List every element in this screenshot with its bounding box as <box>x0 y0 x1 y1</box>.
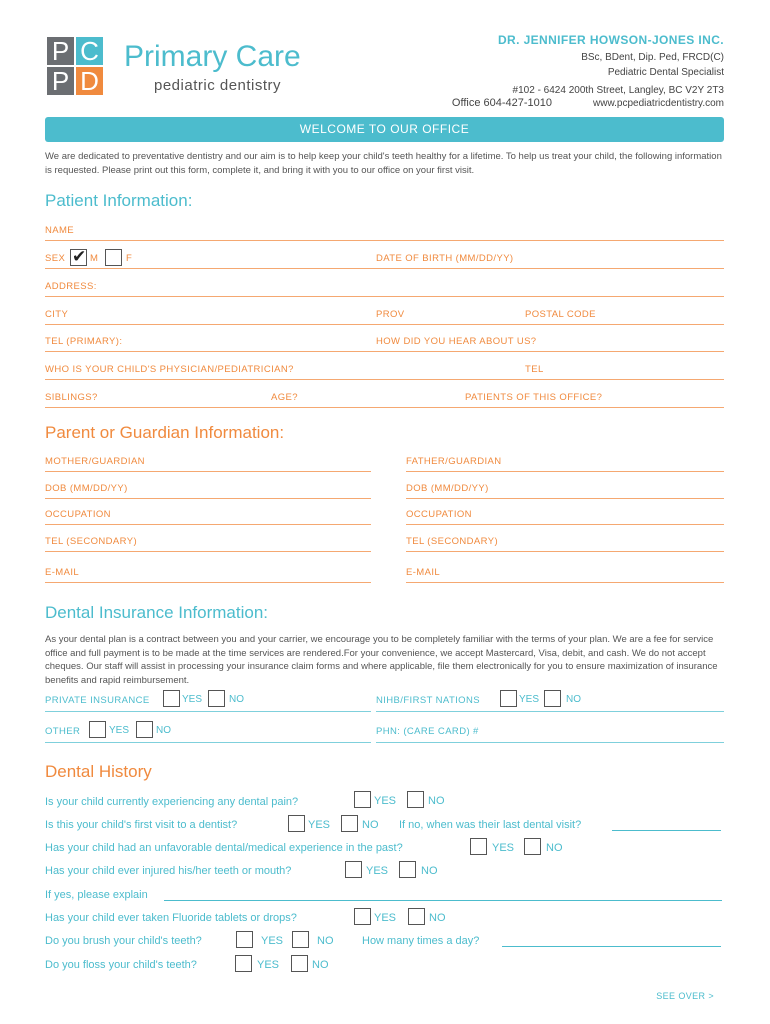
private-insurance-line <box>45 711 371 712</box>
father-email-field[interactable] <box>406 582 724 583</box>
sex-f-checkbox[interactable] <box>105 249 122 266</box>
other-yes-label: YES <box>109 725 130 736</box>
q1-no-label: NO <box>428 795 445 807</box>
q3-yes-label: YES <box>492 842 515 854</box>
mother-occupation-label: OCCUPATION <box>45 509 111 520</box>
q4-yes-checkbox[interactable] <box>345 861 362 878</box>
private-no-label: NO <box>229 694 244 705</box>
q8-no-label: NO <box>312 959 329 971</box>
patients-office-label: PATIENTS OF THIS OFFICE? <box>465 392 603 403</box>
office-address: #102 - 6424 200th Street, Langley, BC V2Y 2T3 <box>512 85 724 96</box>
insurance-section-title: Dental Insurance Information: <box>45 603 269 622</box>
address-field[interactable] <box>45 296 724 297</box>
tel-field[interactable] <box>45 351 724 352</box>
q1-yes-checkbox[interactable] <box>354 791 371 808</box>
father-tel-field[interactable] <box>406 551 724 552</box>
physician-tel-label: TEL <box>525 364 544 375</box>
private-yes-checkbox[interactable] <box>163 690 180 707</box>
mother-label: MOTHER/GUARDIAN <box>45 456 145 467</box>
doctor-name: DR. JENNIFER HOWSON-JONES INC. <box>497 33 724 47</box>
nihb-line <box>376 711 724 712</box>
father-email-label: E-MAIL <box>406 567 441 578</box>
physician-field[interactable] <box>45 379 724 380</box>
logo-letter: D <box>76 67 103 95</box>
address-label: ADDRESS: <box>45 281 97 292</box>
intro-text: We are dedicated to preventative dentistry and our aim is to help keep your child's teeth healthy for a lifetime. To help us treat your child, the following information is requested. Please print out this form, complete it, and bring it with you to our office on your first visit. <box>45 151 722 176</box>
sex-dob-field[interactable] <box>45 268 724 269</box>
logo <box>47 37 105 97</box>
sex-f-label: F <box>126 253 133 264</box>
name-field[interactable] <box>45 240 724 241</box>
name-label: NAME <box>45 225 75 236</box>
siblings-field[interactable] <box>45 407 724 408</box>
q4-no-label: NO <box>421 865 438 877</box>
q8-yes-label: YES <box>257 959 280 971</box>
insurance-text: As your dental plan is a contract between you and your carrier, we encourage you to be completely familiar with the terms of your plan. We are a fee for service office and full payment is to be made at the time services are rendered.For your convenience, we accept Mastercard, Visa, debit, and cash. We do not accept cheques. Our staff will assist in processing your insurance claim forms and where applicable, file them electronically for you to ensure maximization of insurance benefits and rapid reimbursement. <box>45 634 718 686</box>
other-no-checkbox[interactable] <box>136 721 153 738</box>
sex-m-label: M <box>90 253 99 264</box>
checkmark-icon: ✔ <box>72 247 87 266</box>
private-no-checkbox[interactable] <box>208 690 225 707</box>
nihb-yes-checkbox[interactable] <box>500 690 517 707</box>
q-floss-teeth: Do you floss your child's teeth? <box>45 959 197 971</box>
father-label: FATHER/GUARDIAN <box>406 456 502 467</box>
q1-yes-label: YES <box>374 795 397 807</box>
father-occupation-field[interactable] <box>406 524 724 525</box>
brand-subtitle: pediatric dentistry <box>154 77 282 94</box>
q-brush-teeth: Do you brush your child's teeth? <box>45 935 202 947</box>
welcome-banner: WELCOME TO OUR OFFICE <box>45 117 724 142</box>
q6-yes-checkbox[interactable] <box>354 908 371 925</box>
city-field[interactable] <box>45 324 724 325</box>
nihb-label: NIHB/FIRST NATIONS <box>376 695 480 706</box>
q2-no-label: NO <box>362 819 379 831</box>
prov-label: PROV <box>376 309 405 320</box>
logo-letter: C <box>76 37 103 65</box>
q2-yes-checkbox[interactable] <box>288 815 305 832</box>
doctor-credentials: BSc, BDent, Dip. Ped, FRCD(C) <box>581 52 724 63</box>
other-label: OTHER <box>45 726 81 737</box>
q1-no-checkbox[interactable] <box>407 791 424 808</box>
q-unfavorable-experience: Has your child had an unfavorable dental/medical experience in the past? <box>45 842 403 854</box>
mother-occupation-field[interactable] <box>45 524 371 525</box>
last-visit-field[interactable] <box>612 830 721 831</box>
postal-label: POSTAL CODE <box>525 309 596 320</box>
tel-primary-label: TEL (PRIMARY): <box>45 336 123 347</box>
guardian-section-title: Parent or Guardian Information: <box>45 423 285 442</box>
other-line <box>45 742 371 743</box>
explain-field[interactable] <box>164 900 722 901</box>
doctor-specialty: Pediatric Dental Specialist <box>607 67 724 78</box>
q4-yes-label: YES <box>366 865 389 877</box>
q8-no-checkbox[interactable] <box>291 955 308 972</box>
q-last-visit: If no, when was their last dental visit? <box>399 819 582 831</box>
patient-section-title: Patient Information: <box>45 191 193 210</box>
father-occupation-label: OCCUPATION <box>406 509 472 520</box>
mother-dob-field[interactable] <box>45 498 371 499</box>
phn-label: PHN: (CARE CARD) # <box>376 726 479 737</box>
phn-field[interactable] <box>376 742 724 743</box>
father-tel-label: TEL (SECONDARY) <box>406 536 499 547</box>
q-first-visit: Is this your child's first visit to a dentist? <box>45 819 238 831</box>
siblings-label: SIBLINGS? <box>45 392 98 403</box>
logo-letter: P <box>47 67 74 95</box>
q6-no-label: NO <box>429 912 446 924</box>
see-over-link[interactable]: SEE OVER > <box>656 991 714 1001</box>
mother-tel-label: TEL (SECONDARY) <box>45 536 138 547</box>
nihb-yes-label: YES <box>519 694 540 705</box>
dob-label: DATE OF BIRTH (MM/DD/YY) <box>376 253 514 264</box>
nihb-no-label: NO <box>566 694 581 705</box>
q-injured-teeth: Has your child ever injured his/her teeth or mouth? <box>45 865 292 877</box>
q7-no-checkbox[interactable] <box>292 931 309 948</box>
private-insurance-label: PRIVATE INSURANCE <box>45 695 150 706</box>
age-label: AGE? <box>271 392 298 403</box>
q7-yes-label: YES <box>261 935 284 947</box>
mother-tel-field[interactable] <box>45 551 371 552</box>
mother-dob-label: DOB (MM/DD/YY) <box>45 483 128 494</box>
mother-email-label: E-MAIL <box>45 567 80 578</box>
father-dob-label: DOB (MM/DD/YY) <box>406 483 489 494</box>
history-section-title: Dental History <box>45 762 152 781</box>
nihb-no-checkbox[interactable] <box>544 690 561 707</box>
private-yes-label: YES <box>182 694 203 705</box>
father-field[interactable] <box>406 471 724 472</box>
q3-no-checkbox[interactable] <box>524 838 541 855</box>
q7-yes-checkbox[interactable] <box>236 931 253 948</box>
q2-no-checkbox[interactable] <box>341 815 358 832</box>
q3-no-label: NO <box>546 842 563 854</box>
q6-yes-label: YES <box>374 912 397 924</box>
q-fluoride: Has your child ever taken Fluoride tablets or drops? <box>45 912 297 924</box>
q8-yes-checkbox[interactable] <box>235 955 252 972</box>
physician-label: WHO IS YOUR CHILD'S PHYSICIAN/PEDIATRICIAN? <box>45 364 294 375</box>
brand-title: Primary Care <box>124 40 301 73</box>
office-phone: Office 604-427-1010 <box>451 97 552 109</box>
city-label: CITY <box>45 309 69 320</box>
q4-no-checkbox[interactable] <box>399 861 416 878</box>
other-yes-checkbox[interactable] <box>89 721 106 738</box>
office-website[interactable]: www.pcpediatricdentistry.com <box>593 98 724 109</box>
q-explain: If yes, please explain <box>45 889 148 901</box>
times-per-day-field[interactable] <box>502 946 721 947</box>
q6-no-checkbox[interactable] <box>408 908 425 925</box>
other-no-label: NO <box>156 725 171 736</box>
mother-field[interactable] <box>45 471 371 472</box>
sex-label: SEX <box>45 253 66 264</box>
q-times-per-day: How many times a day? <box>362 935 480 947</box>
logo-letter: P <box>47 37 74 65</box>
q2-yes-label: YES <box>308 819 331 831</box>
mother-email-field[interactable] <box>45 582 371 583</box>
q7-no-label: NO <box>317 935 334 947</box>
hear-about-label: HOW DID YOU HEAR ABOUT US? <box>376 336 537 347</box>
father-dob-field[interactable] <box>406 498 724 499</box>
q-dental-pain: Is your child currently experiencing any dental pain? <box>45 796 299 808</box>
q3-yes-checkbox[interactable] <box>470 838 487 855</box>
